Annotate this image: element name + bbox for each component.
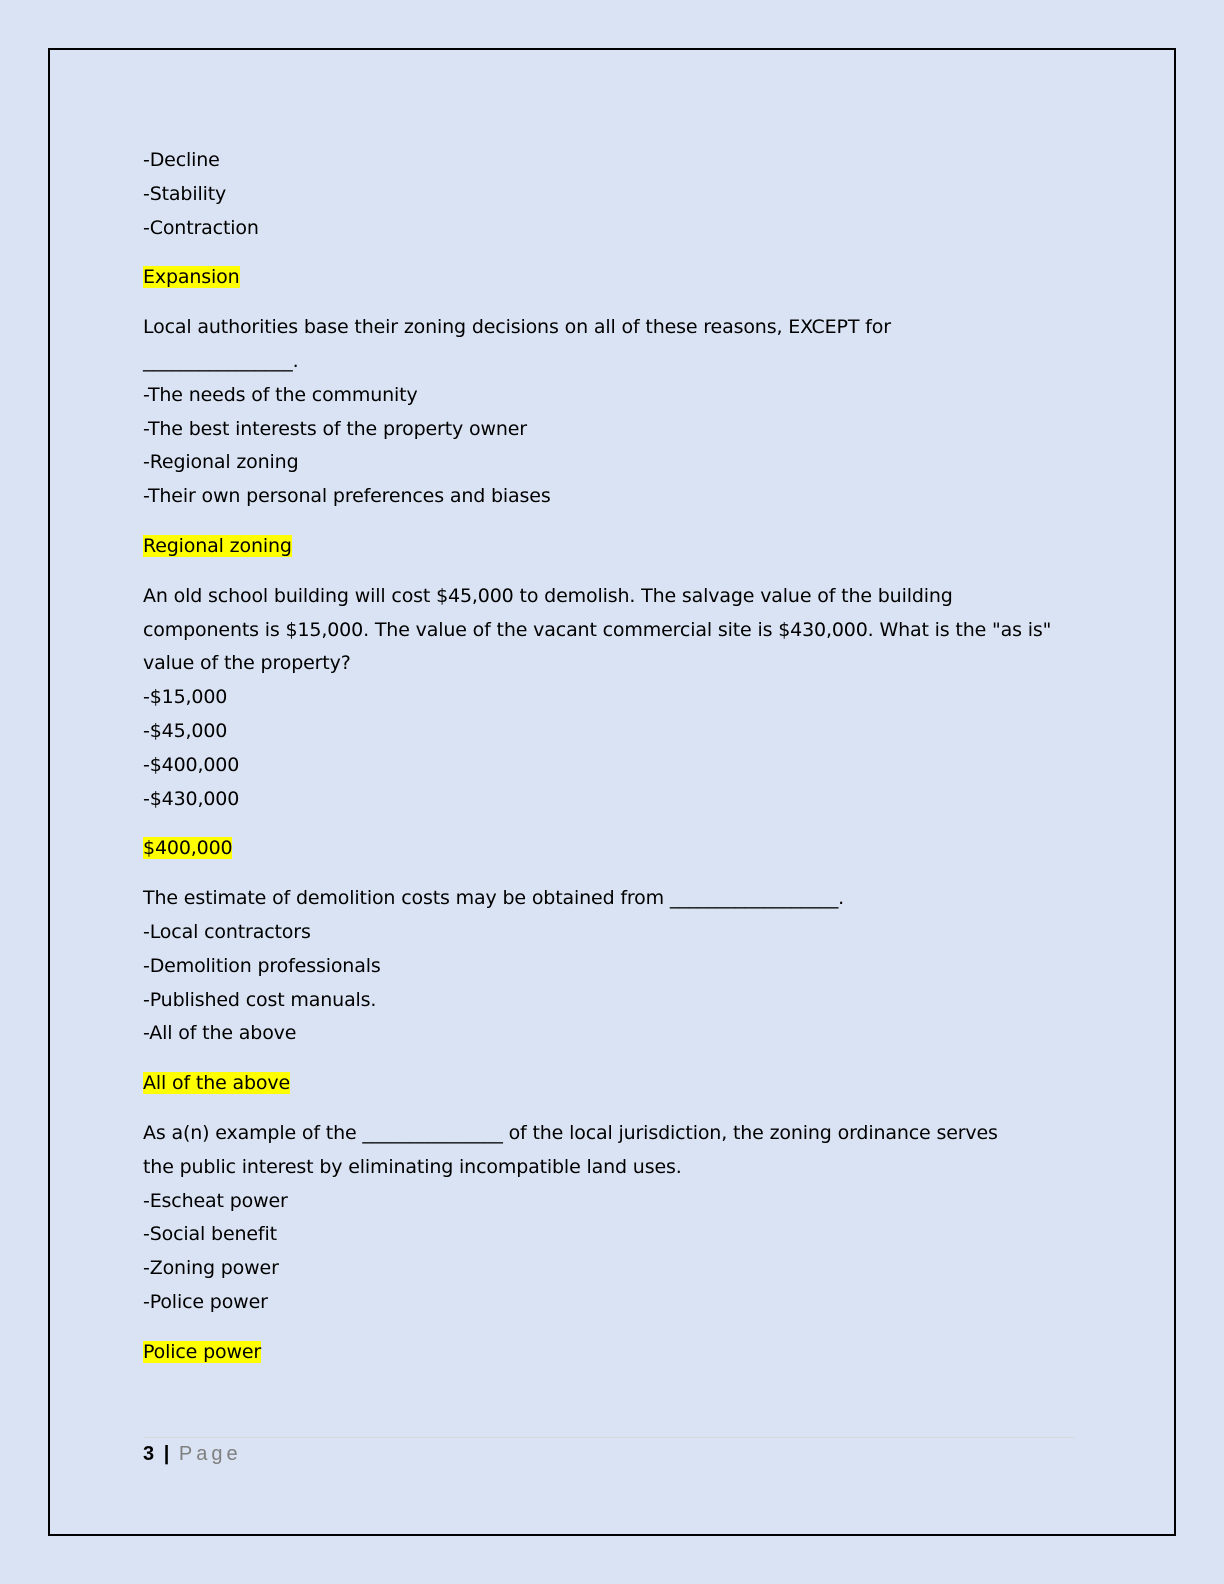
option: -Local contractors [143,920,311,943]
question-block [143,311,1083,580]
answer-highlight: Regional zoning [143,534,292,557]
page-number: 3 [143,1443,155,1465]
question-block [143,580,1083,882]
question-text: ________________. [143,349,299,372]
option: -The needs of the community [143,383,418,406]
option: -$430,000 [143,787,240,810]
option: -$15,000 [143,686,228,709]
option: -Regional zoning [143,451,299,474]
option: -Zoning power [143,1257,279,1280]
question-block [143,882,1083,1117]
question-block [143,144,1083,311]
answer-highlight: Expansion [143,266,240,289]
question-text: the public interest by eliminating incompatible land uses. [143,1155,682,1178]
page-label: Page [178,1443,242,1465]
option: -$45,000 [143,719,228,742]
option: -Social benefit [143,1223,277,1246]
answer-highlight: Police power [143,1340,262,1363]
option: -All of the above [143,1022,297,1045]
page-footer [143,1440,242,1468]
option: -Their own personal preferences and biases [143,485,551,508]
question-text: components is $15,000. The value of the vacant commercial site is $430,000. What is the "as is" [143,618,1052,641]
document-body [143,144,1083,1370]
answer-highlight: $400,000 [143,837,233,860]
option: -Demolition professionals [143,954,381,977]
option: -Published cost manuals. [143,988,377,1011]
footer-divider [143,1437,1075,1438]
option: -Escheat power [143,1189,288,1212]
question-text: value of the property? [143,652,351,675]
answer-highlight: All of the above [143,1072,291,1095]
option: -Contraction [143,216,259,239]
question-block [143,1117,1083,1370]
option: -The best interests of the property owner [143,417,527,440]
question-text: Local authorities base their zoning decisions on all of these reasons, EXCEPT for [143,316,891,339]
footer-separator: | [163,1443,170,1465]
option: -Police power [143,1290,268,1313]
option: -Decline [143,149,220,171]
option: -Stability [143,182,227,205]
question-text: As a(n) example of the _______________ of the local jurisdiction, the zoning ordinance serves [143,1121,998,1144]
option: -$400,000 [143,753,240,776]
question-text: An old school building will cost $45,000 to demolish. The salvage value of the building [143,584,953,607]
question-text: The estimate of demolition costs may be obtained from __________________. [143,887,845,910]
